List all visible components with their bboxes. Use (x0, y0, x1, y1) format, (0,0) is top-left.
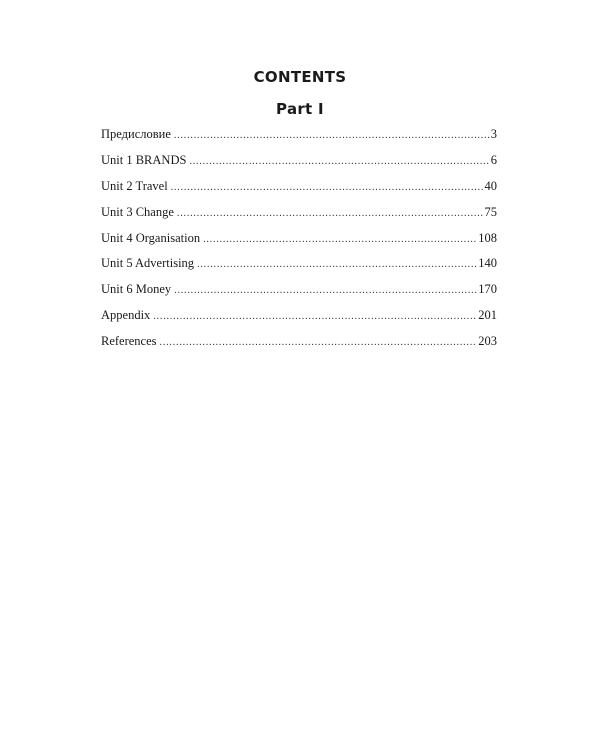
toc-entry-page: 3 (490, 127, 497, 141)
toc-entry-unit-2 (101, 176, 497, 202)
toc-entry-label: Unit 6 Money (101, 282, 172, 297)
toc-entry-unit-4 (101, 228, 497, 254)
toc-entry-label: Unit 2 Travel (101, 178, 168, 193)
toc-entry-unit-6 (101, 279, 497, 305)
toc-dot-leader (197, 256, 477, 274)
part-heading: Part I (276, 100, 324, 118)
toc-dot-leader (171, 179, 484, 197)
toc-entry-page: 140 (478, 256, 497, 271)
contents-heading: CONTENTS (253, 68, 347, 86)
toc-entry-label: Предисловие (101, 127, 171, 141)
toc-entry-page: 170 (478, 282, 497, 297)
toc-entry-unit-3 (101, 202, 497, 228)
toc-dot-leader (174, 282, 477, 300)
toc-entry-label: References (101, 334, 157, 349)
toc-entry-label: Unit 3 Change (101, 204, 174, 219)
toc-entry-page: 6 (490, 152, 497, 167)
toc-entry-label: Unit 4 Organisation (101, 230, 201, 245)
toc-entry-page: 108 (478, 230, 497, 245)
table-of-contents (101, 124, 497, 357)
toc-entry-page: 203 (478, 334, 497, 349)
toc-entry-label: Unit 1 BRANDS (101, 152, 187, 167)
toc-entry-page: 201 (478, 308, 497, 323)
toc-entry-unit-5 (101, 253, 497, 279)
toc-entry-label: Appendix (101, 308, 151, 323)
toc-entry-references (101, 331, 497, 357)
toc-entry-page: 75 (484, 204, 497, 219)
toc-dot-leader (160, 334, 478, 352)
toc-dot-leader (203, 231, 477, 249)
toc-entry-unit-1 (101, 150, 497, 176)
toc-dot-leader (177, 205, 484, 223)
toc-dot-leader (189, 153, 489, 171)
toc-dot-leader (153, 308, 477, 326)
toc-entry-label: Unit 5 Advertising (101, 256, 195, 271)
toc-dot-leader (174, 127, 490, 145)
toc-entry-preface (101, 124, 497, 150)
toc-entry-appendix (101, 305, 497, 331)
toc-entry-page: 40 (484, 178, 497, 193)
